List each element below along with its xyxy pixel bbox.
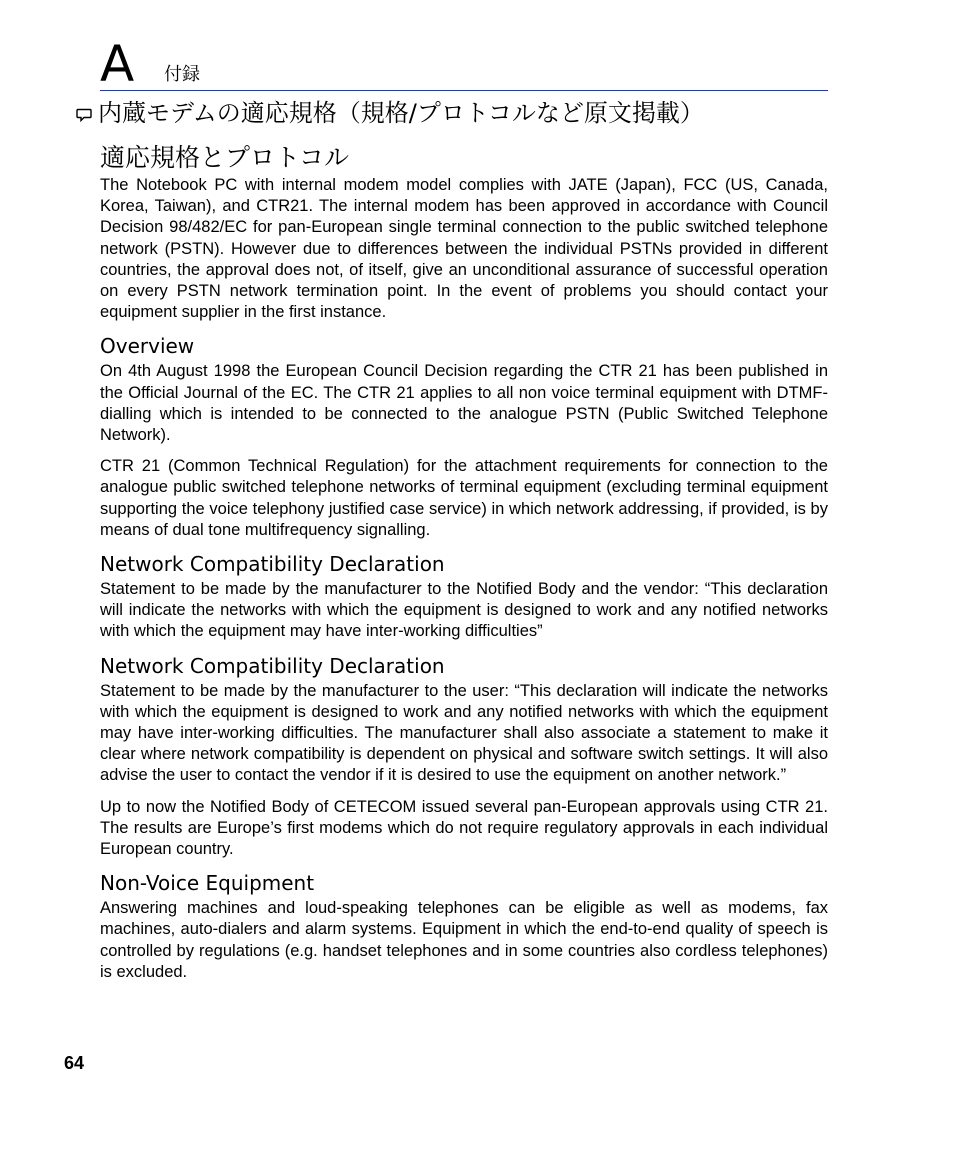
nonvoice-heading: Non-Voice Equipment [100, 871, 315, 896]
chapter-header [100, 35, 828, 93]
overview-paragraph-1: On 4th August 1998 the European Council Decision regarding the CTR 21 has been published in the Official Journal of the EC. The CTR 21 applies to all non voice terminal equipment with DTMF-dialling which is intended to be connected to the analogue PSTN (Public Switched Telephone Network). [100, 362, 828, 445]
ncd-user-paragraph-2: Up to now the Notified Body of CETECOM issued several pan-European approvals using CTR 21. The results are Europe’s first modems which do not require regulatory approvals in each individual European country. [100, 797, 828, 859]
section-title-text: 内蔵モデムの適応規格（規格/プロトコルなど原文掲載） [98, 99, 704, 127]
overview-heading: Overview [100, 334, 195, 359]
main-title: 適応規格とプロトコル [100, 143, 350, 172]
intro-paragraph: The Notebook PC with internal modem model complies with JATE (Japan), FCC (US, Canada, Korea, Taiwan), and CTR21. The internal modem has been approved in accordance with Council Decision 98/482/EC for pan-European single terminal connection to the public switched telephone network (PSTN). However due to differences between the individual PSTNs provided in different countries, the approval does not, of itself, give an unconditional assurance of successful operation on every PSTN network termination point. In the event of problems you should contact your equipment supplier in the first instance. [100, 176, 828, 322]
nonvoice-paragraph: Answering machines and loud-speaking telephones can be eligible as well as modems, fax machines, auto-dialers and alarm systems. Equipment in which the end-to-end quality of speech is controlled by regulations (e.g. handset telephones and in some countries also cordless telephones) is excluded. [100, 899, 828, 981]
overview-paragraph-2: CTR 21 (Common Technical Regulation) for the attachment requirements for connection to the analogue public switched telephone networks of terminal equipment (excluding terminal equipment supporting the voice telephony justified case service) in which network addressing, if provided, is by means of dual tone multifrequency signalling. [100, 457, 828, 539]
speech-bubble-icon [76, 98, 92, 112]
ncd-vendor-paragraph: Statement to be made by the manufacturer to the Notified Body and the vendor: “This declaration will indicate the networks with which the equipment is designed to work and any notified networks with which the equipment may have inter-working difficulties” [100, 580, 828, 641]
chapter-label: 付録 [164, 64, 200, 85]
ncd-vendor-heading: Network Compatibility Declaration [100, 552, 445, 577]
chapter-letter: A [100, 35, 135, 93]
section-title [76, 97, 828, 129]
page-content [98, 35, 828, 983]
page-number: 64 [64, 1053, 85, 1073]
ncd-user-paragraph-1: Statement to be made by the manufacturer to the user: “This declaration will indicate the networks with which the equipment is designed to work and any notified networks with which the equipment may have inter-working difficulties. The manufacturer shall also associate a statement to make it clear where network compatibility is dependent on physical and software switch settings. It will also advise the user to contact the vendor if it is desired to use the equipment on another network.” [100, 681, 828, 785]
ncd-user-heading: Network Compatibility Declaration [100, 653, 445, 678]
